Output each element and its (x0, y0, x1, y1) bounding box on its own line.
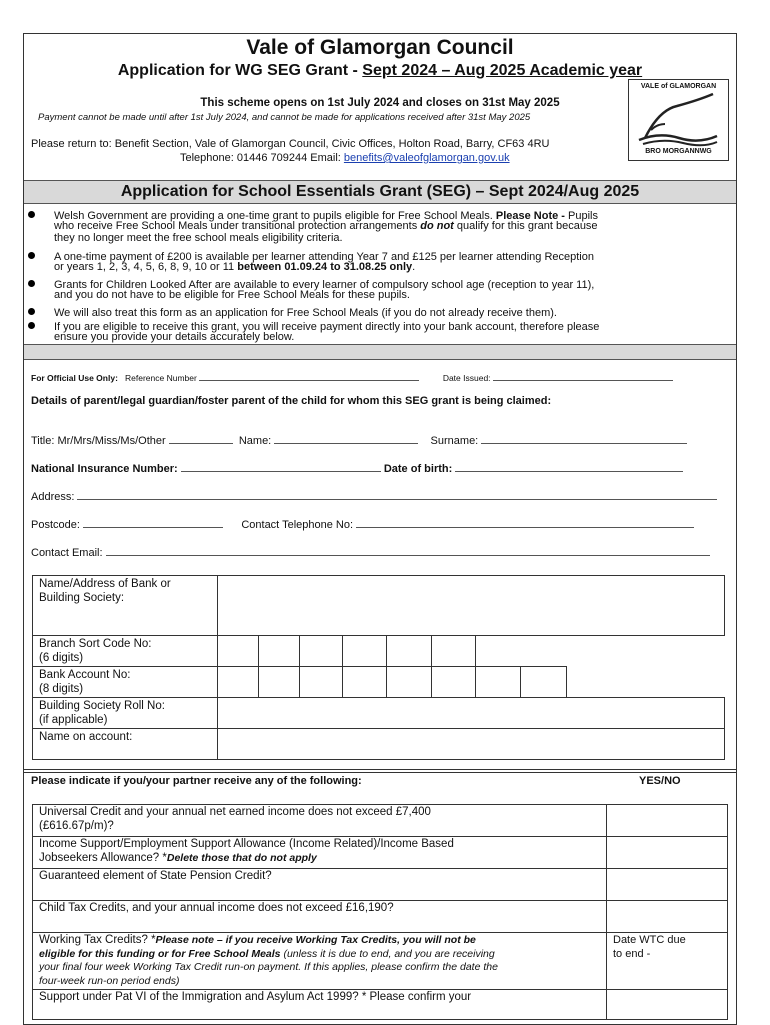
account-digit[interactable] (521, 667, 567, 698)
payment-note: Payment cannot be made until after 1st July 2024, and cannot be made for applications received after 31st May 2025 (38, 112, 531, 123)
divider (24, 769, 736, 770)
council-title: Vale of Glamorgan Council (246, 36, 514, 59)
contact-email-field[interactable] (106, 546, 710, 556)
sort-code-digit[interactable] (432, 636, 476, 667)
account-digit[interactable] (343, 667, 387, 698)
scheme-dates: This scheme opens on 1st July 2024 and closes on 31st May 2025 (200, 97, 560, 109)
bank-name-field[interactable] (218, 576, 725, 636)
sort-code-digit[interactable] (218, 636, 259, 667)
name-field[interactable] (274, 434, 418, 444)
account-digit[interactable] (218, 667, 259, 698)
divider (24, 772, 736, 773)
contact-telephone-field[interactable] (356, 518, 694, 528)
email-link[interactable]: benefits@valeofglamorgan.gov.uk (343, 152, 510, 164)
benefit-question: Income Support/Employment Support Allowance (Income Related)/Income Based Jobseekers Allowance? *Delete those that do not apply (33, 837, 607, 869)
yes-no-cell[interactable] (607, 869, 728, 901)
yes-no-cell[interactable] (607, 805, 728, 837)
account-digit[interactable] (387, 667, 432, 698)
email-row: Contact Email: (31, 546, 710, 559)
official-use: For Official Use Only: Reference Number Date Issued: (31, 371, 673, 383)
benefits-heading: Please indicate if you/your partner receive any of the following: (31, 775, 362, 787)
sort-code-label: Branch Sort Code No: (6 digits) (33, 636, 218, 667)
sort-code-digit[interactable] (343, 636, 387, 667)
bullet-item: We will also treat this form as an application for Free School Meals (if you do not already receive them). (54, 307, 557, 319)
yes-no-cell[interactable] (607, 990, 728, 1020)
account-name-field[interactable] (218, 729, 725, 760)
surname-field[interactable] (481, 434, 687, 444)
roll-number-label: Building Society Roll No: (if applicable) (33, 698, 218, 729)
postcode-row: Postcode: Contact Telephone No: (31, 518, 694, 531)
date-issued-field[interactable] (493, 371, 673, 381)
address-field[interactable] (77, 490, 717, 500)
contact-line: Telephone: 01446 709244 Email: benefits@valeofglamorgan.gov.uk (180, 152, 510, 164)
bullet-item: If you are eligible to receive this grant, you will receive payment directly into your bank account, therefore please ensure you provide your details accurately below. (54, 321, 599, 333)
account-name-label: Name on account: (33, 729, 218, 760)
title-row: Title: Mr/Mrs/Miss/Ms/Other Name: Surname: (31, 434, 687, 447)
application-title: Application for WG SEG Grant - Sept 2024 – Aug 2025 Academic year (117, 62, 643, 79)
account-digit[interactable] (300, 667, 343, 698)
date-of-birth-field[interactable] (455, 462, 683, 472)
return-address: Please return to: Benefit Section, Vale of Glamorgan Council, Civic Offices, Holton Road, Barry, CF63 4RU (31, 138, 550, 150)
ni-number-field[interactable] (181, 462, 381, 472)
section-title: Application for School Essentials Grant (SEG) – Sept 2024/Aug 2025 (24, 180, 736, 204)
logo-top-text: VALE of GLAMORGAN (640, 83, 717, 90)
bank-details-table (32, 575, 725, 760)
bullet-item: A one-time payment of £200 is available per learner attending Year 7 and £125 per learner attending Reception or years 1, 2, 3, 4, 5, 6, 8, 9, 10 or 11 between 01.09.24 to 31.08.25 only. (54, 251, 594, 263)
benefit-question: Working Tax Credits? *Please note – if you receive Working Tax Credits, you will not be eligible for this funding or for Free School Meals (unless it is due to end, and you are receiving your final four week Working Tax Credit run-on payment. If this applies, please confirm the date the four-week run-on period ends) (33, 933, 607, 990)
details-heading: Details of parent/legal guardian/foster parent of the child for whom this SEG grant is being claimed: (31, 395, 552, 407)
bank-name-label: Name/Address of Bank or Building Society: (33, 576, 218, 636)
address-row: Address: (31, 490, 717, 503)
sort-code-digit[interactable] (300, 636, 343, 667)
roll-number-field[interactable] (218, 698, 725, 729)
account-digit[interactable] (432, 667, 476, 698)
account-number-label: Bank Account No: (8 digits) (33, 667, 218, 698)
title-field[interactable] (169, 434, 233, 444)
bullet-item: Welsh Government are providing a one-time grant to pupils eligible for Free School Meals. Please Note - Pupils who receive Free School Meals under transitional protection arrangements do not qualify for this grant because they no longer meet the free school meals eligibility criteria. (54, 210, 598, 222)
application-form (23, 33, 737, 1025)
benefit-question: Universal Credit and your annual net earned income does not exceed £7,400 (£616.67p/m)? (33, 805, 607, 837)
yes-no-cell[interactable] (607, 837, 728, 869)
ni-row: National Insurance Number: Date of birth: (31, 462, 683, 475)
yes-no-cell[interactable] (607, 901, 728, 933)
divider-band (24, 344, 736, 360)
wtc-end-date-cell[interactable]: Date WTC due to end - (607, 933, 728, 990)
benefits-table (32, 804, 728, 1020)
benefit-question: Support under Pat VI of the Immigration and Asylum Act 1999? * Please confirm your (33, 990, 607, 1020)
yes-no-heading: YES/NO (639, 775, 681, 787)
benefit-question: Child Tax Credits, and your annual income does not exceed £16,190? (33, 901, 607, 933)
reference-number-field[interactable] (199, 371, 419, 381)
postcode-field[interactable] (83, 518, 223, 528)
bullet-item: Grants for Children Looked After are available to every learner of compulsory school age (reception to year 11), and you do not have to be eligible for Free School Meals for these pupils. (54, 279, 594, 291)
benefit-question: Guaranteed element of State Pension Credit? (33, 869, 607, 901)
account-digit[interactable] (476, 667, 521, 698)
sort-code-digit[interactable] (259, 636, 300, 667)
sort-code-digit[interactable] (387, 636, 432, 667)
council-logo (628, 79, 729, 161)
logo-bottom-text: BRO MORGANNWG (645, 148, 712, 155)
academic-year: Sept 2024 – Aug 2025 Academic year (362, 62, 643, 79)
account-digit[interactable] (259, 667, 300, 698)
